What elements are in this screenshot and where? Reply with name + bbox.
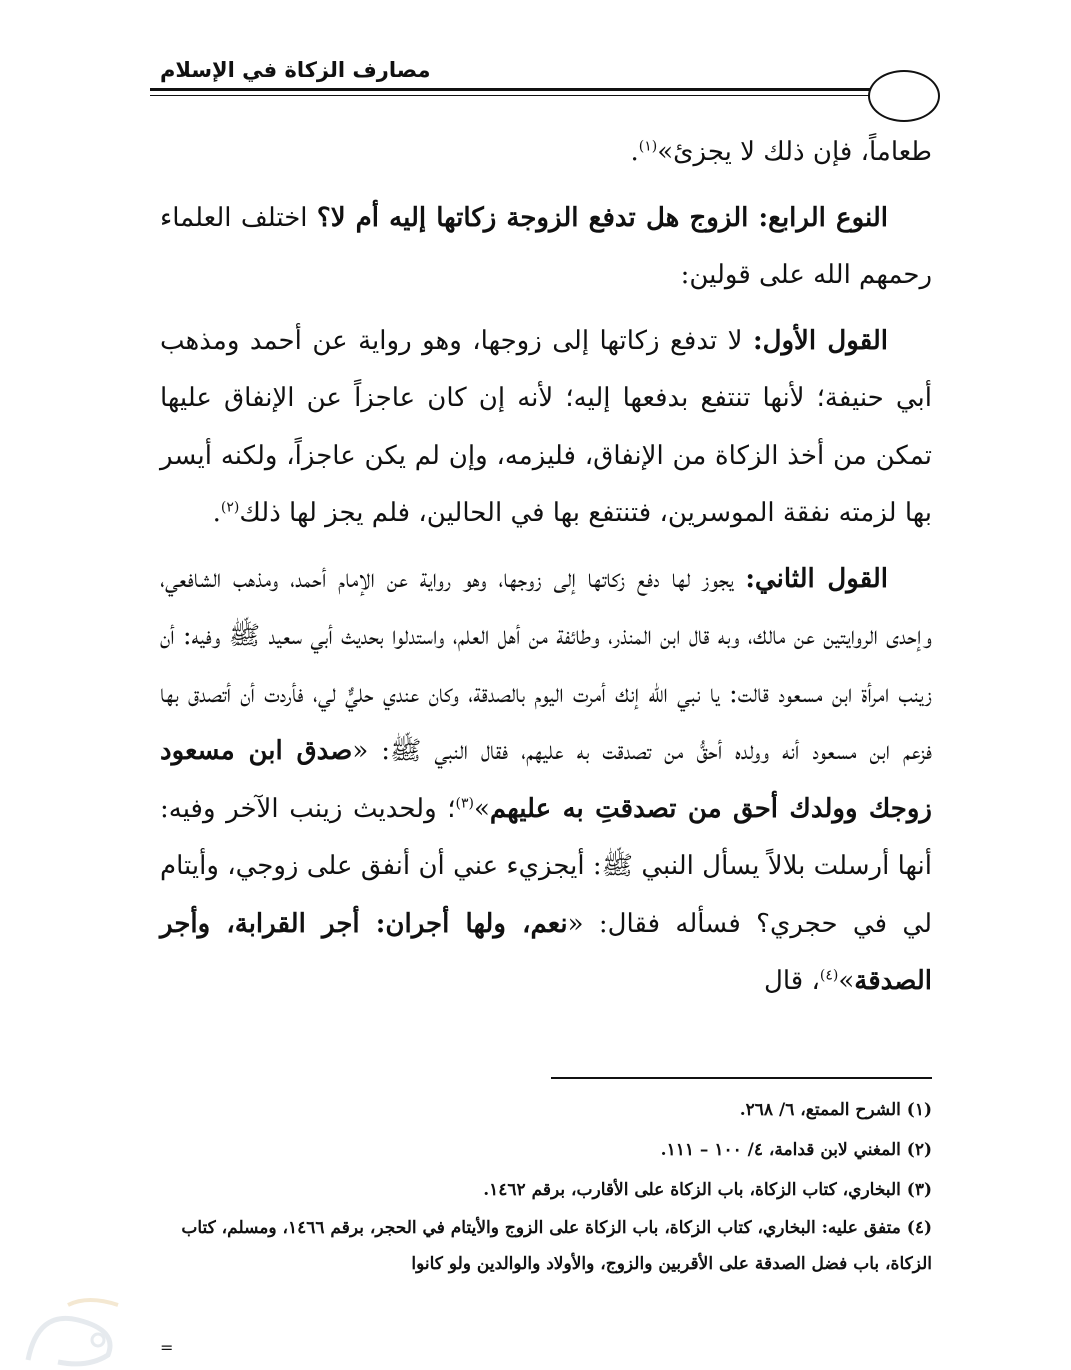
main-text xyxy=(160,124,932,1019)
footnote-4: (٤) متفق عليه: البخاري، كتاب الزكاة، باب الزكاة على الزوج والأيتام في الحجر، برقم ١٤٦٦، ومسلم، كتاب الزكاة، باب فضل الصدقة على الأقربين والزوج، والأولاد والوالدين ولو كانوا xyxy=(181,1218,932,1274)
section-heading: النوع الرابع: الزوج هل تدفع الزوجة زكاتها إليه أم لا؟ xyxy=(316,202,888,233)
footnotes xyxy=(160,1090,932,1282)
first-opinion-label: القول الأول: xyxy=(753,325,888,356)
running-header-title: مصارف الزكاة في الإسلام xyxy=(160,58,431,82)
footnote-3: (٣) البخاري، كتاب الزكاة، باب الزكاة على الأقارب، برقم ١٤٦٢. xyxy=(483,1180,932,1200)
footnote-ref: (٢) xyxy=(220,499,240,516)
footnote-1: (١) الشرح الممتع، ٦/ ٢٦٨. xyxy=(739,1100,932,1120)
header-rule-thin xyxy=(150,95,872,96)
footnote-separator xyxy=(551,1077,932,1079)
footnote-2: (٢) المغني لابن قدامة، ٤/ ١٠٠ – ١١١. xyxy=(660,1140,932,1160)
hadith-quote-2: نعم، ولها أجران: أجر القرابة، وأجر الصدقة xyxy=(160,908,932,996)
hadith-quote-1: صدق ابن مسعود زوجك وولدك أحق من تصدقتِ به عليهم xyxy=(160,736,932,824)
footnote-ref: (٤) xyxy=(819,967,839,984)
header-rule-thick xyxy=(150,88,872,91)
publisher-watermark-logo xyxy=(8,1290,158,1370)
second-opinion-label: القول الثاني: xyxy=(745,563,889,594)
footnote-ref: (١) xyxy=(638,138,658,155)
footnote-continuation-mark: = xyxy=(160,1338,174,1357)
paragraph-2: النوع الرابع: الزوج هل تدفع الزوجة زكاتها إليه أم لا؟ اختلف العلماء رحمهم الله على قولين: xyxy=(160,202,932,290)
page-number-oval xyxy=(868,70,940,122)
paragraph-1: طعاماً، فإن ذلك لا يجزئ»$^{(١)}$. xyxy=(630,137,932,167)
paragraph-4: القول الثاني: يجوز لها دفع زكاتها إلى زوجها، وهو رواية عن الإمام أحمد، ومذهب الشافعي، وإحدى الروايتين عن مالك، وبه قال ابن المنذر، وطائفة من أهل العلم، واستدلوا بحديث أبي سعيد ﷺ وفيه: أن زينب امرأة ابن مسعود قالت: يا نبي الله إنك أمرت اليوم بالصدقة، وكان عندي حليٌّ لي، فأردت أن أتصدق بها فزعم ابن مسعود أنه وولده أحقُّ من تصدقت به عليهم، فقال النبي ﷺ: «صدق ابن مسعود زوجك وولدك أحق من تصدقتِ به عليهم»$^{(٣)}$؛ ولحديث زينب الآخر وفيه: أنها أرسلت بلالاً يسأل النبي ﷺ: أيجزيء عني أن أنفق على زوجي، وأيتام لي في حجري؟ فسأله فقال: «نعم، ولها أجران: أجر القرابة، وأجر الصدقة»$^{(٤)}$، قال xyxy=(160,563,932,996)
paragraph-3: القول الأول: لا تدفع زكاتها إلى زوجها، وهو رواية عن أحمد ومذهب أبي حنيفة؛ لأنها تنتفع بدفعها إليه؛ لأنه إن كان عاجزاً عن الإنفاق عليها تمكن من أخذ الزكاة من الإنفاق، فليزمه، وإن لم يكن عاجزاً، ولكنه أيسر بها لزمته نفقة الموسرين، فتنتفع بها في الحالين، فلم يجز لها ذلك$^{(٢)}$. xyxy=(160,325,932,528)
footnote-ref: (٣) xyxy=(455,794,474,811)
